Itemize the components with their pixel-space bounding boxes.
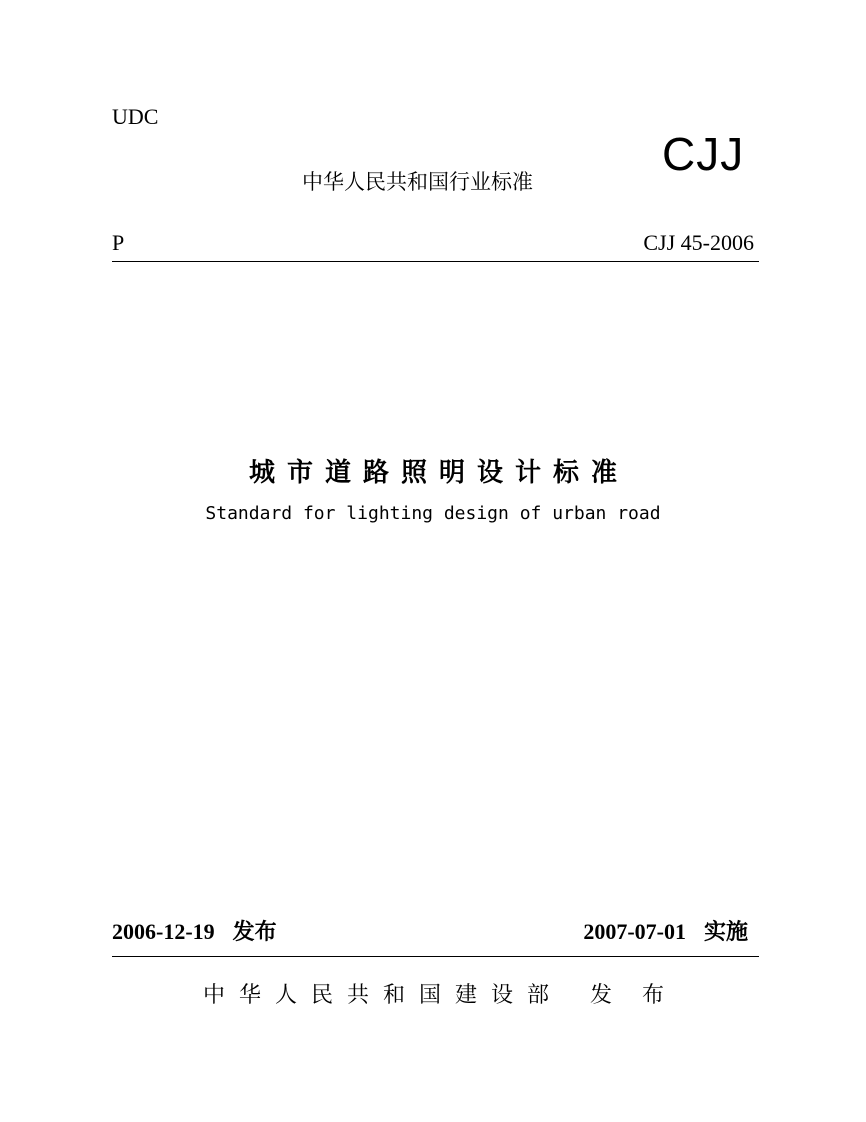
issue-label: 发布 <box>232 920 277 945</box>
udc-label: UDC <box>112 104 159 129</box>
document-title-chinese: 城市道路照明设计标准 <box>248 458 629 488</box>
standard-number: CJJ 45-2006 <box>643 230 754 255</box>
footer-divider <box>112 956 759 957</box>
implementation-label: 实施 <box>703 920 748 945</box>
industry-standard-title: 中华人民共和国行业标准 <box>302 170 533 194</box>
implementation-date: 2007-07-01 <box>583 919 686 944</box>
cjj-logo: CJJ <box>662 128 745 180</box>
issue-date: 2006-12-19 <box>112 919 215 944</box>
header-divider <box>112 261 759 262</box>
classification-code: P <box>112 230 125 255</box>
implementation-date-line <box>583 915 748 946</box>
issuing-ministry: 中华人民共和国建设部 <box>203 983 564 1008</box>
issue-date-line <box>112 915 277 946</box>
document-title-english: Standard for lighting design of urban road <box>205 503 661 524</box>
issuing-action: 发布 <box>590 983 695 1008</box>
